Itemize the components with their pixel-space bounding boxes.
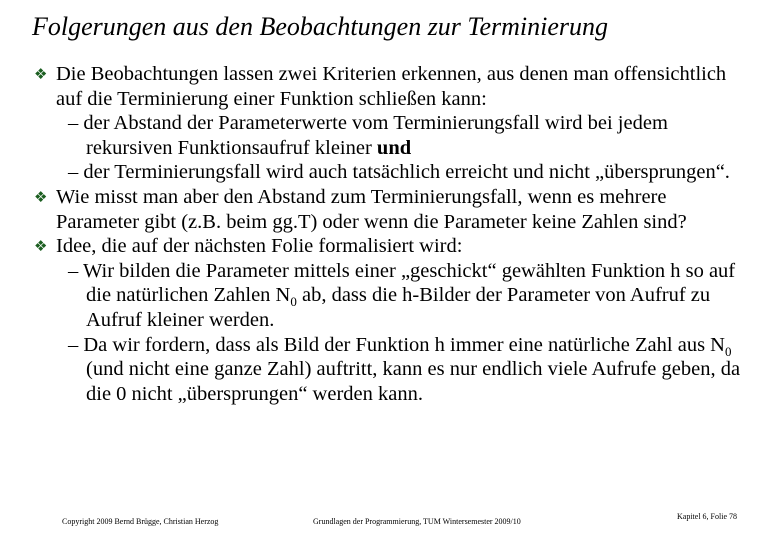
footer-page-number: Kapitel 6, Folie 78 (677, 512, 737, 521)
sub-bullet-text: – Wir bilden die Parameter mittels einer „geschickt“ gewählten Funktion h so auf die natürlichen Zahlen N (68, 259, 736, 307)
sub-bullet-mapping (34, 259, 754, 333)
checkmark-arrow-icon: ❖ (34, 65, 48, 83)
footer-course: Grundlagen der Programmierung, TUM Wintersemester 2009/10 (313, 517, 521, 526)
slide-title: Folgerungen aus den Beobachtungen zur Terminierung (32, 12, 609, 41)
sub-bullet-text: – Da wir fordern, dass als Bild der Funktion h immer eine natürliche Zahl aus N (68, 333, 725, 356)
bullet-idea (34, 234, 754, 259)
bullet-text: Die Beobachtungen lassen zwei Kriterien erkennen, aus denen man offensichtlich auf die Terminierung einer Funktion schließen kann: (56, 63, 727, 110)
sub-bullet-text: (und nicht eine ganze Zahl) auftritt, kann es nur endlich viele Aufrufe geben, da die 0 nicht „übersprungen“ werden kann. (86, 358, 741, 405)
bullet-text: Idee, die auf der nächsten Folie formalisiert wird: (56, 235, 463, 258)
subscript: 0 (290, 294, 297, 310)
sub-bullet-text: – der Terminierungsfall wird auch tatsächlich erreicht und nicht „übersprungen“. (68, 161, 730, 184)
sub-bullet-text: – der Abstand der Parameterwerte vom Terminierungsfall wird bei jedem rekursiven Funktionsaufruf kleiner (68, 112, 668, 159)
subscript: 0 (724, 343, 732, 359)
sub-bullet-reached (34, 160, 754, 185)
checkmark-arrow-icon: ❖ (34, 187, 48, 206)
sub-bullet-distance (34, 111, 754, 160)
footer-copyright: Copyright 2009 Bernd Brügge, Christian Herzog (62, 517, 219, 526)
sub-bullet-finite (34, 333, 754, 407)
slide-content (34, 62, 754, 406)
bullet-question (34, 185, 754, 234)
bullet-text: Wie misst man aber den Abstand zum Terminierungsfall, wenn es mehrere Parameter gibt (z.B. beim gg.T) oder wenn die Parameter keine Zahlen sind? (56, 185, 687, 233)
bullet-criteria (34, 62, 754, 111)
bold-word: und (376, 136, 412, 159)
checkmark-arrow-icon: ❖ (34, 237, 48, 256)
sub-bullet-text: ab, dass die h-Bilder der Parameter von Aufruf zu Aufruf kleiner werden. (86, 284, 711, 331)
